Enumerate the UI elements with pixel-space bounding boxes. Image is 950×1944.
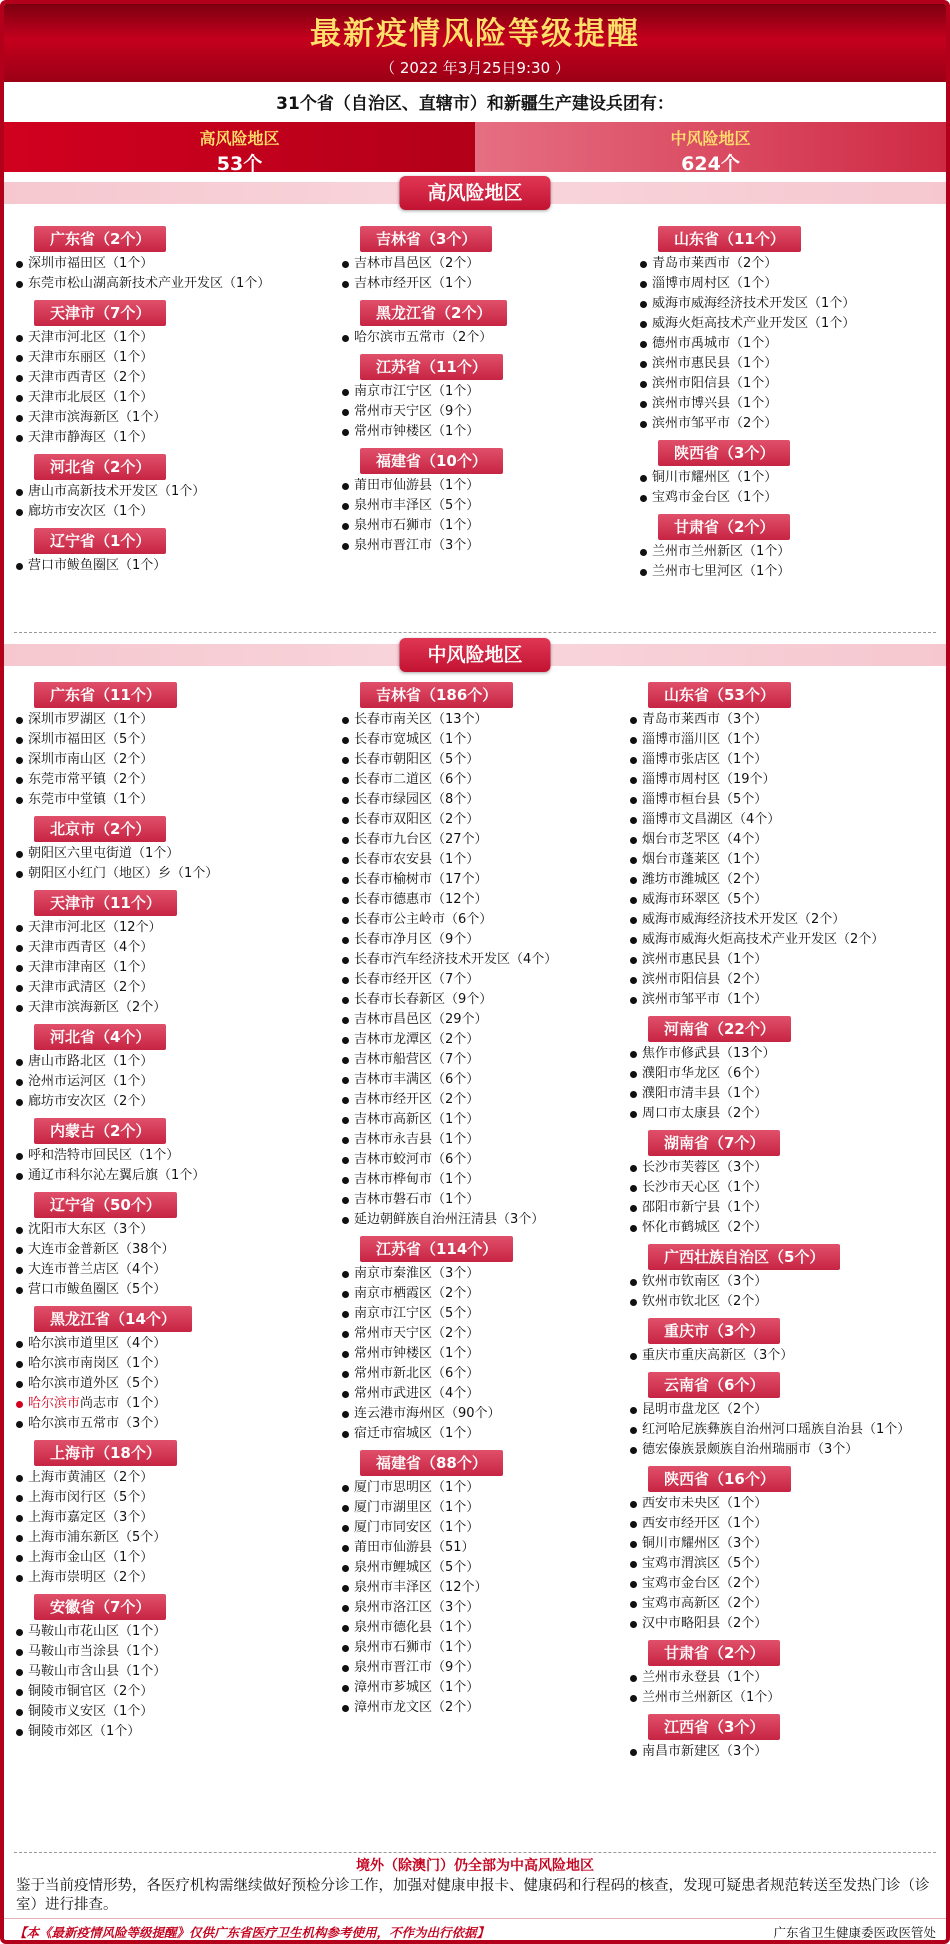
list-item: 威海市威海经济技术开发区（1个） — [638, 294, 944, 314]
province-tag: 内蒙古（2个） — [34, 1118, 166, 1144]
list-item: 铜陵市铜官区（2个） — [14, 1682, 344, 1702]
summary-bar — [4, 122, 946, 175]
list-item: 滨州市惠民县（1个） — [628, 950, 944, 970]
list-item: 廊坊市安次区（1个） — [14, 502, 314, 522]
mid-risk-label: 中风险地区 — [670, 129, 751, 148]
list-item: 吉林市经开区（1个） — [340, 274, 630, 294]
list-item: 厦门市同安区（1个） — [340, 1518, 660, 1538]
list-item: 兰州市兰州新区（1个） — [628, 1688, 944, 1708]
list-item: 滨州市邹平市（2个） — [638, 414, 944, 434]
page-title: 最新疫情风险等级提醒 — [310, 16, 640, 52]
list-item: 连云港市海州区（90个） — [340, 1404, 660, 1424]
province-tag: 天津市（11个） — [34, 890, 177, 916]
list-item: 长沙市天心区（1个） — [628, 1178, 944, 1198]
province-tag: 吉林省（3个） — [360, 226, 492, 252]
province-group — [340, 298, 630, 348]
list-item: 钦州市钦北区（2个） — [628, 1292, 944, 1312]
province-tag: 山东省（11个） — [658, 226, 801, 252]
list-item: 深圳市南山区（2个） — [14, 750, 344, 770]
list-item: 天津市东丽区（1个） — [14, 348, 314, 368]
mid-risk-column-1 — [14, 680, 344, 1746]
province-group — [638, 512, 944, 582]
list-item: 吉林市昌邑区（2个） — [340, 254, 630, 274]
advisory-text: 鉴于当前疫情形势，各医疗机构需继续做好预检分诊工作，加强对健康申报卡、健康码和行程码的核查，发现可疑患者规范转送至发热门诊（诊室）进行排查。 — [16, 1878, 930, 1913]
province-group — [628, 680, 944, 1010]
province-tag: 江苏省（11个） — [360, 354, 503, 380]
intro-text: 31个省（自治区、直辖市）和新疆生产建设兵团有： — [276, 94, 674, 114]
list-item: 昆明市盘龙区（2个） — [628, 1400, 944, 1420]
list-item: 马鞍山市花山区（1个） — [14, 1622, 344, 1642]
list-item: 沧州市运河区（1个） — [14, 1072, 344, 1092]
list-item: 兰州市永登县（1个） — [628, 1668, 944, 1688]
list-item: 泉州市石狮市（1个） — [340, 1638, 660, 1658]
list-item: 德宏傣族景颇族自治州瑞丽市（3个） — [628, 1440, 944, 1460]
list-item: 唐山市路北区（1个） — [14, 1052, 344, 1072]
list-item: 铜川市耀州区（1个） — [638, 468, 944, 488]
province-tag: 广东省（11个） — [34, 682, 177, 708]
list-item: 长春市德惠市（12个） — [340, 890, 660, 910]
list-item: 天津市滨海新区（1个） — [14, 408, 314, 428]
list-item: 南京市江宁区（5个） — [340, 1304, 660, 1324]
mid-risk-column-2 — [340, 680, 660, 1722]
list-item: 哈尔滨市南岗区（1个） — [14, 1354, 344, 1374]
list-item: 宿迁市宿城区（1个） — [340, 1424, 660, 1444]
list-item: 长春市宽城区（1个） — [340, 730, 660, 750]
list-item: 德州市禹城市（1个） — [638, 334, 944, 354]
province-tag: 黑龙江省（2个） — [360, 300, 507, 326]
list-item: 长春市双阳区（2个） — [340, 810, 660, 830]
province-tag: 陕西省（3个） — [658, 440, 790, 466]
province-group — [14, 1022, 344, 1112]
list-item: 厦门市湖里区（1个） — [340, 1498, 660, 1518]
province-tag: 江苏省（114个） — [360, 1236, 513, 1262]
list-item: 上海市浦东新区（5个） — [14, 1528, 344, 1548]
list-item: 铜陵市义安区（1个） — [14, 1702, 344, 1722]
list-item: 天津市武清区（2个） — [14, 978, 344, 998]
province-tag: 福建省（10个） — [360, 448, 503, 474]
list-item: 濮阳市华龙区（6个） — [628, 1064, 944, 1084]
list-item: 周口市太康县（2个） — [628, 1104, 944, 1124]
list-item: 宝鸡市金台区（1个） — [638, 488, 944, 508]
province-group — [638, 438, 944, 508]
list-item: 漳州市龙文区（2个） — [340, 1698, 660, 1718]
list-item: 上海市崇明区（2个） — [14, 1568, 344, 1588]
list-item: 营口市鲅鱼圈区（5个） — [14, 1280, 344, 1300]
list-item: 长春市汽车经济技术开发区（4个） — [340, 950, 660, 970]
list-item: 淄博市周村区（19个） — [628, 770, 944, 790]
list-item: 吉林市蛟河市（6个） — [340, 1150, 660, 1170]
list-item: 吉林市船营区（7个） — [340, 1050, 660, 1070]
list-item: 莆田市仙游县（51） — [340, 1538, 660, 1558]
high-risk-count: 53个 — [216, 153, 263, 175]
report-date: （ 2022 年3月25日9:30 ） — [380, 59, 570, 77]
list-item: 淄博市桓台县（5个） — [628, 790, 944, 810]
province-tag: 河北省（2个） — [34, 454, 166, 480]
list-item: 常州市武进区（4个） — [340, 1384, 660, 1404]
list-item: 淄博市文昌湖区（4个） — [628, 810, 944, 830]
province-group — [628, 1128, 944, 1238]
list-item: 吉林市磐石市（1个） — [340, 1190, 660, 1210]
list-item: 泉州市晋江市（9个） — [340, 1658, 660, 1678]
issuer-text: 广东省卫生健康委医政医管处 — [773, 1924, 936, 1940]
list-item: 兰州市兰州新区（1个） — [638, 542, 944, 562]
list-item: 钦州市钦南区（3个） — [628, 1272, 944, 1292]
high-risk-label: 高风险地区 — [199, 129, 280, 148]
list-item: 长沙市芙蓉区（3个） — [628, 1158, 944, 1178]
list-item: 吉林市丰满区（6个） — [340, 1070, 660, 1090]
province-tag: 河北省（4个） — [34, 1024, 166, 1050]
disclaimer-text: 【本《最新疫情风险等级提醒》仅供广东省医疗卫生机构参考使用，不作为出行依据】 — [14, 1924, 490, 1940]
list-item: 汉中市略阳县（2个） — [628, 1614, 944, 1634]
province-tag: 黑龙江省（14个） — [34, 1306, 192, 1332]
province-tag: 广东省（2个） — [34, 226, 166, 252]
province-tag: 云南省（6个） — [648, 1372, 780, 1398]
province-group — [628, 1242, 944, 1312]
list-item: 濮阳市清丰县（1个） — [628, 1084, 944, 1104]
list-item: 漳州市芗城区（1个） — [340, 1678, 660, 1698]
list-item: 西安市未央区（1个） — [628, 1494, 944, 1514]
province-group — [628, 1014, 944, 1124]
list-item: 长春市长春新区（9个） — [340, 990, 660, 1010]
list-item: 天津市滨海新区（2个） — [14, 998, 344, 1018]
section-divider — [14, 632, 936, 633]
list-item: 长春市二道区（6个） — [340, 770, 660, 790]
province-group — [14, 526, 314, 576]
province-group — [14, 298, 314, 448]
list-item: 哈尔滨市五常市（2个） — [340, 328, 630, 348]
list-item: 西安市经开区（1个） — [628, 1514, 944, 1534]
province-group — [628, 1464, 944, 1634]
list-item: 宝鸡市渭滨区（5个） — [628, 1554, 944, 1574]
list-item: 长春市朝阳区（5个） — [340, 750, 660, 770]
list-item: 滨州市阳信县（2个） — [628, 970, 944, 990]
list-item: 廊坊市安次区（2个） — [14, 1092, 344, 1112]
list-item: 威海市环翠区（5个） — [628, 890, 944, 910]
list-item: 铜川市耀州区（3个） — [628, 1534, 944, 1554]
province-group — [628, 1316, 944, 1366]
province-group — [14, 452, 314, 522]
list-item: 泉州市鲤城区（5个） — [340, 1558, 660, 1578]
list-item: 天津市津南区（1个） — [14, 958, 344, 978]
list-item: 深圳市福田区（1个） — [14, 254, 314, 274]
abroad-note: 境外（除澳门）仍全部为中高风险地区 — [356, 1858, 594, 1874]
list-item: 青岛市莱西市（2个） — [638, 254, 944, 274]
list-item: 怀化市鹤城区（2个） — [628, 1218, 944, 1238]
mid-risk-section-header — [4, 638, 946, 670]
mid-risk-summary — [475, 122, 946, 175]
list-item: 哈尔滨市道外区（5个） — [14, 1374, 344, 1394]
list-item: 上海市金山区（1个） — [14, 1548, 344, 1568]
province-group — [14, 1116, 344, 1186]
list-item: 泉州市丰泽区（12个） — [340, 1578, 660, 1598]
province-group — [14, 1438, 344, 1588]
province-group — [340, 1234, 660, 1444]
list-item: 威海市威海经济技术开发区（2个） — [628, 910, 944, 930]
list-item: 红河哈尼族彝族自治州河口瑶族自治县（1个） — [628, 1420, 944, 1440]
list-item: 吉林市经开区（2个） — [340, 1090, 660, 1110]
list-item: 营口市鲅鱼圈区（1个） — [14, 556, 314, 576]
province-group — [628, 1638, 944, 1708]
province-group — [340, 1448, 660, 1718]
province-tag: 甘肃省（2个） — [658, 514, 790, 540]
list-item: 泉州市丰泽区（5个） — [340, 496, 630, 516]
province-group — [14, 814, 344, 884]
footer-bar — [4, 1918, 946, 1944]
mid-risk-column-3 — [628, 680, 944, 1766]
list-item: 潍坊市潍城区（2个） — [628, 870, 944, 890]
list-item: 大连市金普新区（38个） — [14, 1240, 344, 1260]
high-risk-column-2 — [340, 224, 630, 560]
list-item: 朝阳区小红门（地区）乡（1个） — [14, 864, 344, 884]
list-item: 朝阳区六里屯街道（1个） — [14, 844, 344, 864]
list-item: 铜陵市郊区（1个） — [14, 1722, 344, 1742]
province-tag: 辽宁省（50个） — [34, 1192, 177, 1218]
list-item: 天津市静海区（1个） — [14, 428, 314, 448]
province-group — [14, 224, 314, 294]
list-item: 威海火炬高技术产业开发区（1个） — [638, 314, 944, 334]
list-item: 常州市天宁区（2个） — [340, 1324, 660, 1344]
province-group — [14, 1190, 344, 1300]
list-item: 哈尔滨市五常市（3个） — [14, 1414, 344, 1434]
list-item: 上海市黄浦区（2个） — [14, 1468, 344, 1488]
list-item: 邵阳市新宁县（1个） — [628, 1198, 944, 1218]
list-item: 宝鸡市高新区（2个） — [628, 1594, 944, 1614]
high-risk-column-1 — [14, 224, 314, 580]
footer-divider — [14, 1852, 936, 1853]
province-tag: 陕西省（16个） — [648, 1466, 791, 1492]
list-item: 烟台市蓬莱区（1个） — [628, 850, 944, 870]
list-item: 厦门市思明区（1个） — [340, 1478, 660, 1498]
list-item: 常州市钟楼区（1个） — [340, 1344, 660, 1364]
list-item: 吉林市昌邑区（29个） — [340, 1010, 660, 1030]
list-item: 南京市江宁区（1个） — [340, 382, 630, 402]
province-tag: 辽宁省（1个） — [34, 528, 166, 554]
list-item: 淄博市周村区（1个） — [638, 274, 944, 294]
province-tag: 广西壮族自治区（5个） — [648, 1244, 840, 1270]
title-banner — [4, 4, 946, 82]
province-group — [14, 888, 344, 1018]
list-item: 深圳市罗湖区（1个） — [14, 710, 344, 730]
list-item: 长春市绿园区（8个） — [340, 790, 660, 810]
list-item: 东莞市常平镇（2个） — [14, 770, 344, 790]
high-risk-section-title: 高风险地区 — [399, 176, 550, 210]
list-item: 淄博市张店区（1个） — [628, 750, 944, 770]
province-group — [628, 1370, 944, 1460]
list-item: 泉州市石狮市（1个） — [340, 516, 630, 536]
list-item: 哈尔滨市尚志市（1个） — [14, 1394, 344, 1414]
province-group — [628, 1712, 944, 1762]
list-item: 天津市河北区（1个） — [14, 328, 314, 348]
list-item: 滨州市阳信县（1个） — [638, 374, 944, 394]
list-item: 滨州市邹平市（1个） — [628, 990, 944, 1010]
list-item: 上海市闵行区（5个） — [14, 1488, 344, 1508]
province-tag: 河南省（22个） — [648, 1016, 791, 1042]
province-tag: 上海市（18个） — [34, 1440, 177, 1466]
province-group — [14, 680, 344, 810]
list-item: 深圳市福田区（5个） — [14, 730, 344, 750]
province-group — [340, 680, 660, 1230]
list-item: 吉林市桦甸市（1个） — [340, 1170, 660, 1190]
mid-risk-count: 624个 — [681, 153, 740, 175]
list-item: 威海市威海火炬高技术产业开发区（2个） — [628, 930, 944, 950]
list-item: 马鞍山市当涂县（1个） — [14, 1642, 344, 1662]
list-item: 常州市新北区（6个） — [340, 1364, 660, 1384]
list-item: 泉州市晋江市（3个） — [340, 536, 630, 556]
province-group — [340, 446, 630, 556]
list-item: 长春市经开区（7个） — [340, 970, 660, 990]
list-item: 长春市榆树市（17个） — [340, 870, 660, 890]
list-item: 长春市公主岭市（6个） — [340, 910, 660, 930]
list-item: 长春市净月区（9个） — [340, 930, 660, 950]
list-item: 宝鸡市金台区（2个） — [628, 1574, 944, 1594]
list-item: 延边朝鲜族自治州汪清县（3个） — [340, 1210, 660, 1230]
high-risk-summary — [4, 122, 475, 175]
province-tag: 吉林省（186个） — [360, 682, 513, 708]
list-item: 东莞市松山湖高新技术产业开发区（1个） — [14, 274, 314, 294]
list-item: 通辽市科尔沁左翼后旗（1个） — [14, 1166, 344, 1186]
province-tag: 山东省（53个） — [648, 682, 791, 708]
province-group — [14, 1592, 344, 1742]
province-group — [340, 352, 630, 442]
list-item: 常州市钟楼区（1个） — [340, 422, 630, 442]
list-item: 上海市嘉定区（3个） — [14, 1508, 344, 1528]
province-tag: 重庆市（3个） — [648, 1318, 780, 1344]
list-item: 大连市普兰店区（4个） — [14, 1260, 344, 1280]
province-tag: 甘肃省（2个） — [648, 1640, 780, 1666]
province-tag: 天津市（7个） — [34, 300, 166, 326]
list-item: 吉林市高新区（1个） — [340, 1110, 660, 1130]
list-item: 烟台市芝罘区（4个） — [628, 830, 944, 850]
list-item: 吉林市永吉县（1个） — [340, 1130, 660, 1150]
mid-risk-section-title: 中风险地区 — [399, 638, 550, 672]
list-item: 长春市农安县（1个） — [340, 850, 660, 870]
list-item: 沈阳市大东区（3个） — [14, 1220, 344, 1240]
high-risk-section-header — [4, 176, 946, 208]
list-item: 长春市南关区（13个） — [340, 710, 660, 730]
list-item: 马鞍山市含山县（1个） — [14, 1662, 344, 1682]
province-group — [340, 224, 630, 294]
list-item: 泉州市德化县（1个） — [340, 1618, 660, 1638]
list-item: 南昌市新建区（3个） — [628, 1742, 944, 1762]
list-item: 常州市天宁区（9个） — [340, 402, 630, 422]
province-tag: 江西省（3个） — [648, 1714, 780, 1740]
list-item: 泉州市洛江区（3个） — [340, 1598, 660, 1618]
list-item: 青岛市莱西市（3个） — [628, 710, 944, 730]
list-item: 天津市西青区（4个） — [14, 938, 344, 958]
province-tag: 福建省（88个） — [360, 1450, 503, 1476]
list-item: 南京市栖霞区（2个） — [340, 1284, 660, 1304]
list-item: 吉林市龙潭区（2个） — [340, 1030, 660, 1050]
province-tag: 北京市（2个） — [34, 816, 166, 842]
list-item: 南京市秦淮区（3个） — [340, 1264, 660, 1284]
list-item: 天津市西青区（2个） — [14, 368, 314, 388]
list-item: 哈尔滨市道里区（4个） — [14, 1334, 344, 1354]
list-item: 唐山市高新技术开发区（1个） — [14, 482, 314, 502]
list-item: 东莞市中堂镇（1个） — [14, 790, 344, 810]
list-item: 淄博市淄川区（1个） — [628, 730, 944, 750]
list-item: 焦作市修武县（13个） — [628, 1044, 944, 1064]
list-item: 天津市北辰区（1个） — [14, 388, 314, 408]
province-group — [14, 1304, 344, 1434]
province-tag: 湖南省（7个） — [648, 1130, 780, 1156]
list-item: 呼和浩特市回民区（1个） — [14, 1146, 344, 1166]
list-item: 天津市河北区（12个） — [14, 918, 344, 938]
list-item: 长春市九台区（27个） — [340, 830, 660, 850]
list-item: 重庆市重庆高新区（3个） — [628, 1346, 944, 1366]
list-item: 滨州市惠民县（1个） — [638, 354, 944, 374]
list-item: 兰州市七里河区（1个） — [638, 562, 944, 582]
province-group — [638, 224, 944, 434]
high-risk-column-3 — [638, 224, 944, 586]
list-item: 滨州市博兴县（1个） — [638, 394, 944, 414]
list-item: 莆田市仙游县（1个） — [340, 476, 630, 496]
province-tag: 安徽省（7个） — [34, 1594, 166, 1620]
